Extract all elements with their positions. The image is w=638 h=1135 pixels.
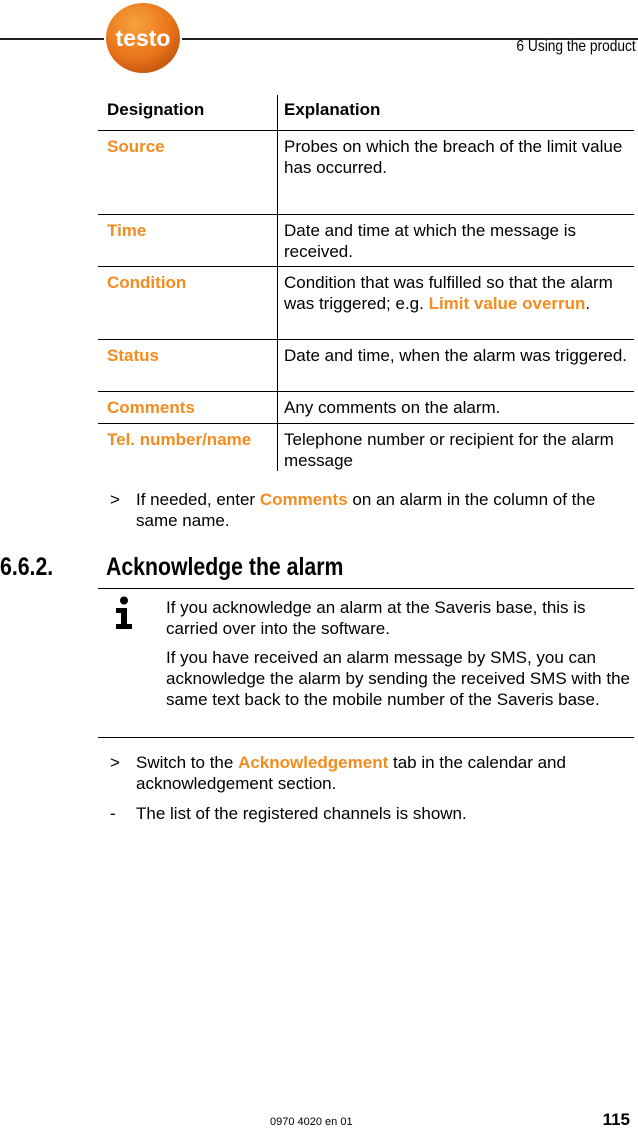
explanation-cell: Telephone number or recipient for the alarm message bbox=[278, 424, 635, 472]
table-row bbox=[98, 267, 634, 340]
result-marker: - bbox=[110, 804, 116, 823]
designation-cell: Time bbox=[98, 215, 278, 267]
step-marker: > bbox=[110, 753, 120, 772]
note-rule-bottom bbox=[98, 737, 634, 738]
note-paragraph: If you have received an alarm message by SMS, you can acknowledge the alarm by sending the received SMS with the same text back to the mobile number of the Saveris base. bbox=[166, 648, 630, 709]
table-header-row bbox=[98, 95, 634, 131]
step-text-post: on an alarm in the column of the same name. bbox=[136, 490, 596, 530]
table-row bbox=[98, 424, 634, 472]
table-row bbox=[98, 215, 634, 267]
table-row bbox=[98, 340, 634, 392]
step-text-pre: If needed, enter bbox=[136, 490, 260, 509]
step-marker: > bbox=[110, 490, 120, 509]
explanation-cell: Date and time at which the message is received. bbox=[278, 215, 635, 267]
explanation-text: . bbox=[585, 294, 591, 313]
step-text bbox=[136, 489, 620, 531]
designation-cell: Tel. number/name bbox=[107, 430, 252, 449]
result-text: The list of the registered channels is shown. bbox=[136, 804, 467, 823]
highlight-term: Limit value overrun bbox=[428, 294, 586, 313]
info-icon bbox=[113, 596, 135, 630]
note-paragraph: If you acknowledge an alarm at the Saveris base, this is carried over into the software. bbox=[166, 598, 586, 638]
page-number: 115 bbox=[602, 1110, 630, 1129]
logo-text: testo bbox=[115, 25, 171, 51]
explanation-cell: Date and time, when the alarm was triggered. bbox=[278, 340, 635, 392]
instruction-step bbox=[110, 489, 620, 531]
explanation-cell bbox=[278, 267, 635, 340]
highlight-term: Comments bbox=[259, 490, 348, 509]
designation-cell: Source bbox=[98, 131, 278, 215]
designation-cell: Comments bbox=[98, 392, 278, 424]
document-code: 0970 4020 en 01 bbox=[270, 1116, 353, 1128]
explanation-text: Condition that was fulfilled so that the alarm was triggered; e.g. bbox=[284, 273, 613, 313]
step-text bbox=[136, 752, 620, 794]
testo-logo bbox=[104, 1, 182, 75]
col-designation: Designation bbox=[98, 95, 278, 131]
explanation-cell: Any comments on the alarm. bbox=[278, 392, 635, 424]
running-header: 6 Using the product bbox=[516, 38, 636, 55]
step-text-post: tab in the calendar and acknowledgement section. bbox=[136, 753, 566, 793]
result-item bbox=[110, 803, 620, 824]
col-explanation: Explanation bbox=[278, 95, 635, 131]
section-number: 6.6.2. bbox=[0, 553, 54, 581]
designation-cell: Status bbox=[98, 340, 278, 392]
designation-cell: Condition bbox=[98, 267, 278, 340]
header-rule-left bbox=[0, 38, 104, 40]
note-rule-top bbox=[98, 588, 634, 589]
step-text-pre: Switch to the bbox=[136, 753, 239, 772]
instruction-step bbox=[110, 752, 620, 794]
table-row bbox=[98, 392, 634, 424]
highlight-term: Acknowledgement bbox=[238, 753, 389, 772]
alarm-fields-table bbox=[98, 95, 634, 471]
table-row bbox=[98, 131, 634, 215]
section-title: Acknowledge the alarm bbox=[106, 553, 344, 581]
explanation-cell: Probes on which the breach of the limit value has occurred. bbox=[278, 131, 635, 215]
